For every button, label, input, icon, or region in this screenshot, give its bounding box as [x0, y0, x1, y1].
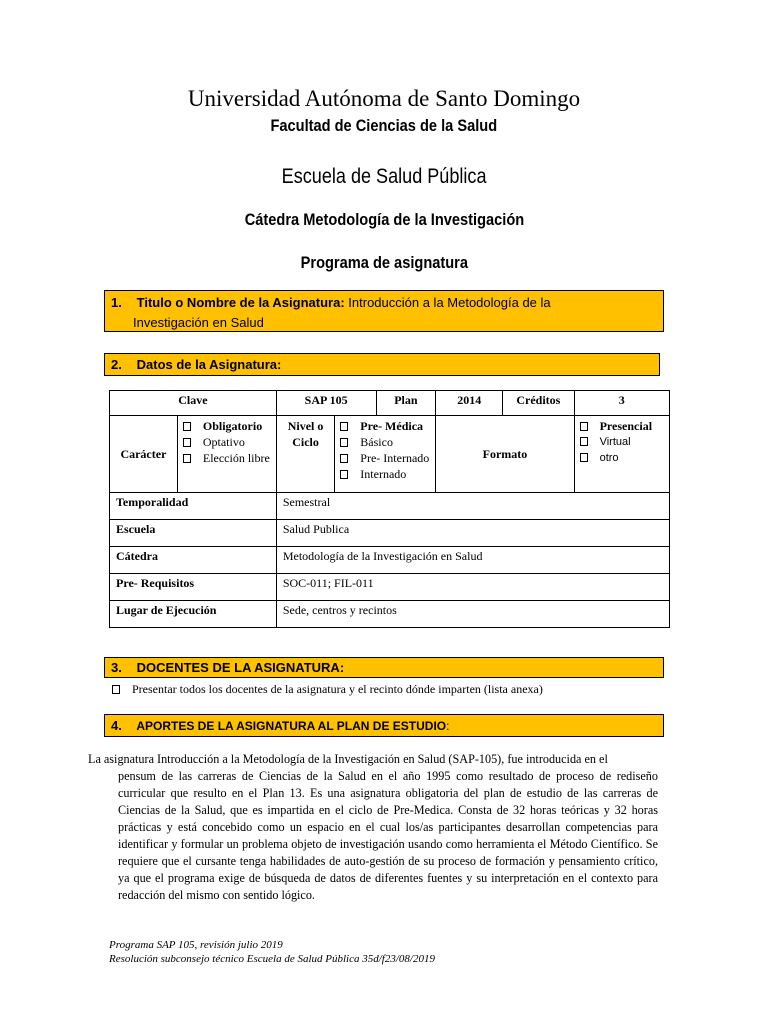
- option-label: Obligatorio: [202, 419, 263, 433]
- table-row: [110, 416, 670, 493]
- clave-label: Clave: [110, 391, 277, 416]
- checkbox-icon: [112, 685, 120, 694]
- section-4-body: pensum de las carreras de Ciencias de la Salud en el año 1995 como resultado de proceso de rediseño curricular que resulto en el Plan 13. Es una asignatura obligatoria del plan de estudio de las carreras de Ciencias de la Salud, que es impartida en el ciclo de Pre-Medica. Consta de 32 horas teóricas y 32 horas prácticas y está concebido como un espacio en el cual los/as participantes desarrollan competencias para identificar y formular un problema objeto de investigación usando como herramienta el Método Científico. Se requiere que el cursante tenga habilidades de auto-gestión de su proceso de formación y pensamiento crítico, ya que el programa exige de búsqueda de datos de diferentes fuentes y su interpretación en el contexto para redacción del mismo con sentido lógico.: [118, 769, 658, 902]
- option-label: Básico: [360, 435, 393, 449]
- faculty-title: Facultad de Ciencias de la Salud: [270, 116, 498, 135]
- list-item: [183, 434, 270, 450]
- section-3-bullet-text: Presentar todos los docentes de la asignatura y el recinto dónde imparten (lista anexa): [132, 682, 543, 696]
- row-label: Cátedra: [110, 547, 277, 574]
- option-label: Presencial: [599, 419, 653, 433]
- option-label: Optativo: [202, 435, 245, 449]
- option-label: Internado: [360, 467, 407, 481]
- option-label: Pre- Médica: [360, 419, 424, 433]
- clave-value: SAP 105: [276, 391, 376, 416]
- nivel-label-line2: Ciclo: [292, 435, 319, 449]
- data-table: [109, 390, 670, 628]
- row-value: Salud Publica: [276, 520, 669, 547]
- option-label: Elección libre: [202, 451, 270, 465]
- checkbox-icon[interactable]: [183, 438, 191, 447]
- section-3-box: [104, 657, 664, 678]
- chair-title: Cátedra Metodología de la Investigación: [244, 210, 524, 229]
- row-value: Semestral: [276, 493, 669, 520]
- nivel-label-line1: Nivel o: [287, 419, 324, 433]
- list-item: [183, 450, 270, 466]
- section-1-number: 1.: [111, 295, 122, 310]
- section-3-number: 3.: [111, 660, 122, 675]
- section-3-label: DOCENTES DE LA ASIGNATURA:: [136, 660, 345, 675]
- section-2-box: [104, 353, 660, 376]
- checkbox-icon[interactable]: [580, 437, 588, 446]
- option-label: otro: [599, 452, 619, 464]
- faculty-wrap: [0, 116, 768, 136]
- section-2-number: 2.: [111, 357, 122, 372]
- option-label: Virtual: [599, 436, 631, 448]
- school-wrap: [0, 165, 768, 189]
- program-wrap: [0, 253, 768, 273]
- formato-options: [574, 416, 669, 493]
- program-title: Programa de asignatura: [300, 253, 468, 272]
- creditos-label: Créditos: [503, 391, 575, 416]
- row-value: Sede, centros y recintos: [276, 601, 669, 628]
- section-1-value-line1: Introducción a la Metodología de la: [348, 295, 551, 310]
- section-1-value-line2: Investigación en Salud: [133, 315, 264, 330]
- footer: [109, 938, 435, 966]
- section-1-box: [104, 290, 664, 332]
- chair-wrap: [0, 210, 768, 230]
- table-row: [110, 574, 670, 601]
- row-label: Lugar de Ejecución: [110, 601, 277, 628]
- row-value: Metodología de la Investigación en Salud: [276, 547, 669, 574]
- list-item: [580, 418, 663, 434]
- checkbox-icon[interactable]: [183, 422, 191, 431]
- list-item: [340, 450, 429, 466]
- checkbox-icon[interactable]: [580, 422, 588, 431]
- table-row: [110, 493, 670, 520]
- table-row: [110, 391, 670, 416]
- checkbox-icon[interactable]: [340, 470, 348, 479]
- section-1-label: Titulo o Nombre de la Asignatura:: [136, 295, 345, 310]
- option-label: Pre- Internado: [360, 451, 430, 465]
- table-row: [110, 601, 670, 628]
- creditos-value: 3: [574, 391, 669, 416]
- university-title: Universidad Autónoma de Santo Domingo: [187, 86, 581, 111]
- list-item: [183, 418, 270, 434]
- list-item: [340, 466, 429, 482]
- nivel-label: [276, 416, 334, 493]
- section-4-label: APORTES DE LA ASIGNATURA AL PLAN DE ESTUDIO: [136, 719, 447, 733]
- school-title: Escuela de Salud Pública: [281, 165, 487, 188]
- section-4-first-line: La asignatura Introducción a la Metodología de la Investigación en Salud (SAP-105), fue introducida en el: [88, 752, 608, 766]
- section-4-box: [104, 714, 664, 737]
- section-4-number: 4.: [111, 718, 122, 733]
- table-row: [110, 520, 670, 547]
- section-2-label: Datos de la Asignatura:: [136, 357, 282, 372]
- list-item: [340, 434, 429, 450]
- plan-value: 2014: [436, 391, 503, 416]
- table-row: [110, 547, 670, 574]
- plan-label: Plan: [376, 391, 436, 416]
- row-value: SOC-011; FIL-011: [276, 574, 669, 601]
- footer-line2: Resolución subconsejo técnico Escuela de Salud Pública 35d/f23/08/2019: [109, 953, 435, 965]
- checkbox-icon[interactable]: [340, 438, 348, 447]
- row-label: Escuela: [110, 520, 277, 547]
- checkbox-icon[interactable]: [183, 454, 191, 463]
- list-item: [340, 418, 429, 434]
- caracter-options: [177, 416, 276, 493]
- checkbox-icon[interactable]: [580, 453, 588, 462]
- formato-label: Formato: [436, 416, 574, 493]
- caracter-label: Carácter: [110, 416, 178, 493]
- list-item: [580, 450, 663, 466]
- footer-line1: Programa SAP 105, revisión julio 2019: [109, 939, 283, 951]
- section-4-colon: :: [446, 719, 450, 733]
- checkbox-icon[interactable]: [340, 422, 348, 431]
- section-3-bullet: [112, 682, 543, 697]
- data-table-wrap: [109, 390, 670, 628]
- list-item: [580, 434, 663, 450]
- row-label: Pre- Requisitos: [110, 574, 277, 601]
- nivel-options: [335, 416, 436, 493]
- row-label: Temporalidad: [110, 493, 277, 520]
- checkbox-icon[interactable]: [340, 454, 348, 463]
